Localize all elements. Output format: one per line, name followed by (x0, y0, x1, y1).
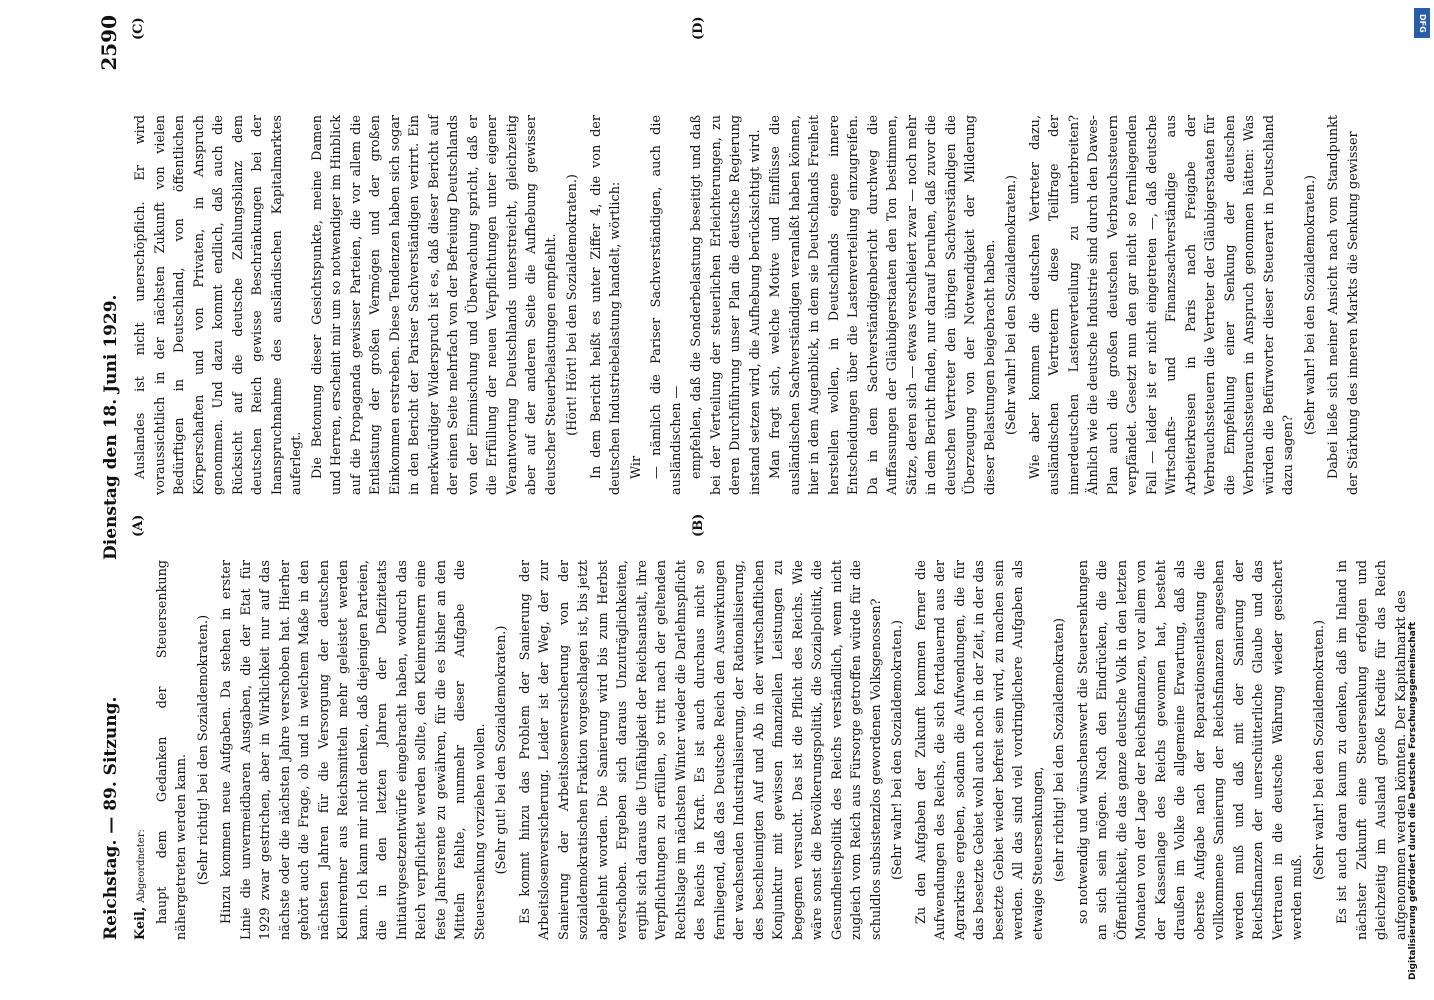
left-column (131, 560, 1409, 940)
marker-b: (B) (691, 513, 706, 537)
document-page (95, 15, 1409, 940)
paragraph: Die Betonung dieser Gesichtspunkte, meine Damen und Herren, erscheint mir um so notwendiger im Hinblick auf die Propaganda gewisser Parteien, die vor allem die Entlastung der großen Vermögen und der großen Einkommen erstreben. Diese Tendenzen haben sich sogar in den Bericht der Pariser Sachverständigen verirrt. Ein merkwürdiger Widerspruch ist es, daß dieser Bericht auf der einen Seite mehrfach von der Befreiung Deutschlands von der Einmischung und Überwachung spricht, daß er die Erfüllung der neuen Verpflichtungen unter eigener Verantwortung Deutschlands unterstreicht, gleichzeitig aber auf der anderen Seite die Aufhebung gewisser deutscher Steuerbelastungen empfiehlt. (309, 115, 559, 495)
interjection: (Sehr gut! bei den Sozialdemokraten.) (494, 625, 509, 875)
paragraph: In dem Bericht heißt es unter Ziffer 4, die von der deutschen Industriebelastung handelt, wörtlich: (588, 115, 623, 495)
marker-a: (A) (131, 514, 146, 537)
header-session: Reichstag. — 89. Sitzung. (101, 696, 121, 940)
digitization-credit (1405, 10, 1427, 990)
margin-markers-right (131, 16, 1281, 100)
speaker-role: Abgeordneter: (136, 829, 147, 903)
paragraph: Dabei ließe sich meiner Ansicht nach vom Standpunkt der Stärkung des inneren Markts die Senkung gewisser (1326, 115, 1361, 495)
speaker-line (131, 560, 152, 940)
interjection: (Sehr richtig! bei den Sozialdemokraten.) (195, 614, 211, 886)
paragraph: Es ist auch daran kaum zu denken, daß im Inland in nächster Zukunft eine Steuersenkung erfolgen und gleichzeitig im Ausland große Kredite für das Reich aufgenommen werden könnten. Der Kapitalmarkt des (1335, 560, 1409, 940)
speaker-name: Keil, (133, 906, 148, 940)
interjection: (Sehr wahr! bei den Sozialdemokraten.) (890, 619, 905, 881)
interjection: (Hört! Hört! bei den Sozialdemokraten.) (565, 174, 580, 436)
paragraph: so notwendig und wünschenswert die Steuersenkungen an sich sein mögen. Nach den Eindrücken, die die Öffentlichkeit, die das ganze deutsche Volk in den letzten Monaten von der Lage der Reichsfinanzen, vor allem von der Kassenlage des Reichs gewonnen hat, besteht draußen im Volke die allgemeine Erwartung, daß als oberste Aufgabe nach der Reparationsentlastung die vollkommene Sanierung der Reichsfinanzen angesehen werden muß und daß mit der Sanierung der Reichsfinanzen der unerschütterliche Glaube und das Vertrauen in die deutsche Währung wieder gesichert werden muß. (1075, 560, 1305, 940)
paragraph: Zu den Aufgaben der Zukunft kommen ferner die Aufwendungen des Reichs, die sich fortdauernd aus der Agrarkrise ergeben, sodann die Aufwendungen, die für das besetzte Gebiet wohl auch noch in der Zeit, in der das besetzte Gebiet wieder befreit sein wird, zu machen sein werden. All das sind viel vordringlichere Aufgaben als etwaige Steuersenkungen, (913, 560, 1046, 940)
header-date: Dienstag den 18. Juni 1929. (101, 294, 121, 560)
right-column (131, 115, 1361, 495)
paragraph: empfehlen, daß die Sonderbelastung beseitigt und daß bei der Verteilung der steuerlichen Erleichterungen, zu deren Durchführung unser Plan die deutsche Regierung instand setzen wird, die Aufhebung berücksichtigt wird. (689, 115, 763, 495)
paragraph: Man fragt sich, welche Motive und Einflüsse die ausländischen Sachverständigen veranlaßt haben können, hier in dem Augenblick, in dem sie Deutschlands Freiheit herstellen wollen, in Deutschlands eigene innere Entscheidungen über die Lastenverteilung einzugreifen. Da in dem Sachverständigenbericht durchweg die Auffassungen der Gläubigerstaaten den Ton bestimmen, Sätze, deren sich — etwas verschleiert zwar — noch mehr in dem Bericht finden, nur darauf beruhen, daß zuvor die deutschen Vertreter den übrigen Sachverständigen die Überzeugung von der Notwendigkeit der Milderung dieser Belastungen beigebracht haben. (768, 115, 998, 495)
margin-markers (131, 505, 1281, 545)
interjection: (Sehr wahr! bei den Sozialdemokraten.) (1302, 174, 1318, 436)
paragraph: Es kommt hinzu das Problem der Sanierung der Arbeitslosenversicherung. Leider ist der Weg, der zur Sanierung der Arbeitslosenversicherung von der sozialdemokratischen Fraktion vorgeschlagen ist, bis jetzt abgelehnt worden. Die Sanierung wird bis zum Herbst verschoben. Ergeben sich daraus Unzuträglichkeiten, ergibt sich daraus die Unfähigkeit der Reichsanstalt, ihre Verpflichtungen zu erfüllen, so tritt nach der geltenden Rechtslage im nächsten Winter wieder die Darlehnspflicht des Reichs in Kraft. Es ist auch durchaus nicht so fernliegend, daß das Deutsche Reich den Auswirkungen der wachsenden Industrialisierung, der Rationalisierung, des beschleunigten Auf und Ab in der wirtschaftlichen Konjunktur mit gewissen finanziellen Leistungen zu begegnen versucht. Das ist die Pflicht des Reichs. Wie wäre sonst die Bevölkerungspolitik, die Sozialpolitik, die Gesundheitspolitik des Reichs verständlich, wenn nicht zugleich vom Reich aus Fürsorge getroffen würde für die schuldlos subsistenzlos gewordenen Volksgenossen? (517, 560, 884, 940)
marker-d: (D) (691, 16, 706, 40)
interjection: (sehr richtig! bei den Sozialdemokraten) (1052, 618, 1067, 882)
dfg-logo: DFG (1414, 8, 1430, 38)
page-number: 2590 (97, 15, 121, 71)
paragraph: Wir (628, 455, 644, 479)
paragraph: Auslandes ist nicht unerschöpflich. Er wird voraussichtlich in der nächsten Zukunft von vielen Bedürftigen in Deutschland, von öffentlichen Körperschaften und von Privaten, in Anspruch genommen. Und dazu kommt endlich, daß auch die Rücksicht auf die deutsche Zahlungsbilanz dem deutschen Reich gewisse Beschränkungen bei der Inanspruchnahme des ausländischen Kapitalmarktes auferlegt. (133, 115, 304, 495)
paragraph: Wie aber kommen die deutschen Vertreter dazu, ausländischen Vertretern diese Teilfrage der innerdeutschen Lastenverteilung zu unterbreiten? Ähnlich wie die deutsche Industrie sind durch den Dawes-Plan auch die großen deutschen Verbrauchssteuern verpfändet. Gesetzt nun den gar nicht so fernliegenden Fall — leider ist er nicht eingetreten —, daß deutsche Wirtschafts- und Finanzsachverständige aus Arbeiterkreisen in Paris nach Freigabe der Verbrauchssteuern die Vertreter der Gläubigerstaaten für die Empfehlung einer Senkung der deutschen Verbrauchssteuern in Anspruch genommen hätten: Was würden die Befürworter dieser Steuerart in Deutschland dazu sagen? (1027, 115, 1296, 495)
marker-c: (C) (131, 17, 146, 40)
interjection: (Sehr wahr! bei den Sozialdemokraten.) (1311, 619, 1327, 881)
digitization-credit-text: Digitalisierung gefördert durch die Deutsche Forschungsgemeinschaft (1408, 621, 1418, 980)
interjection: (Sehr wahr! bei den Sozialdemokraten.) (1004, 174, 1019, 436)
paragraph: Hinzu kommen neue Aufgaben. Da stehen in erster Linie die unvermeidbaren Ausgaben, die der Etat für 1929 zwar gestrichen, aber in Wirklichkeit nur auf das nächste oder die nächsten Jahre verschoben hat. Hierher gehört auch die Frage, ob und in welchem Maße in den nächsten Jahren für die Versorgung der deutschen Kleinrentner aus Reichsmitteln mehr geleistet werden kann. Ich kann mir nicht denken, daß diejenigen Parteien, die in den letzten Jahren der Defizitetats Initiativgesetzentwürfe eingebracht haben, wodurch das Reich verpflichtet werden sollte, den Kleinrentnern eine feste Jahresrente zu gewähren, für die es bisher an den Mitteln fehlte, nunmehr dieser Aufgabe die Steuersenkung vorziehen wollen. (219, 560, 488, 940)
paragraph: — nämlich die Pariser Sachverständigen, auch die ausländischen — (649, 115, 684, 495)
paragraph: haupt dem Gedanken der Steuersenkung nähergetreten werden kann. (154, 560, 189, 940)
page-header (95, 15, 129, 940)
